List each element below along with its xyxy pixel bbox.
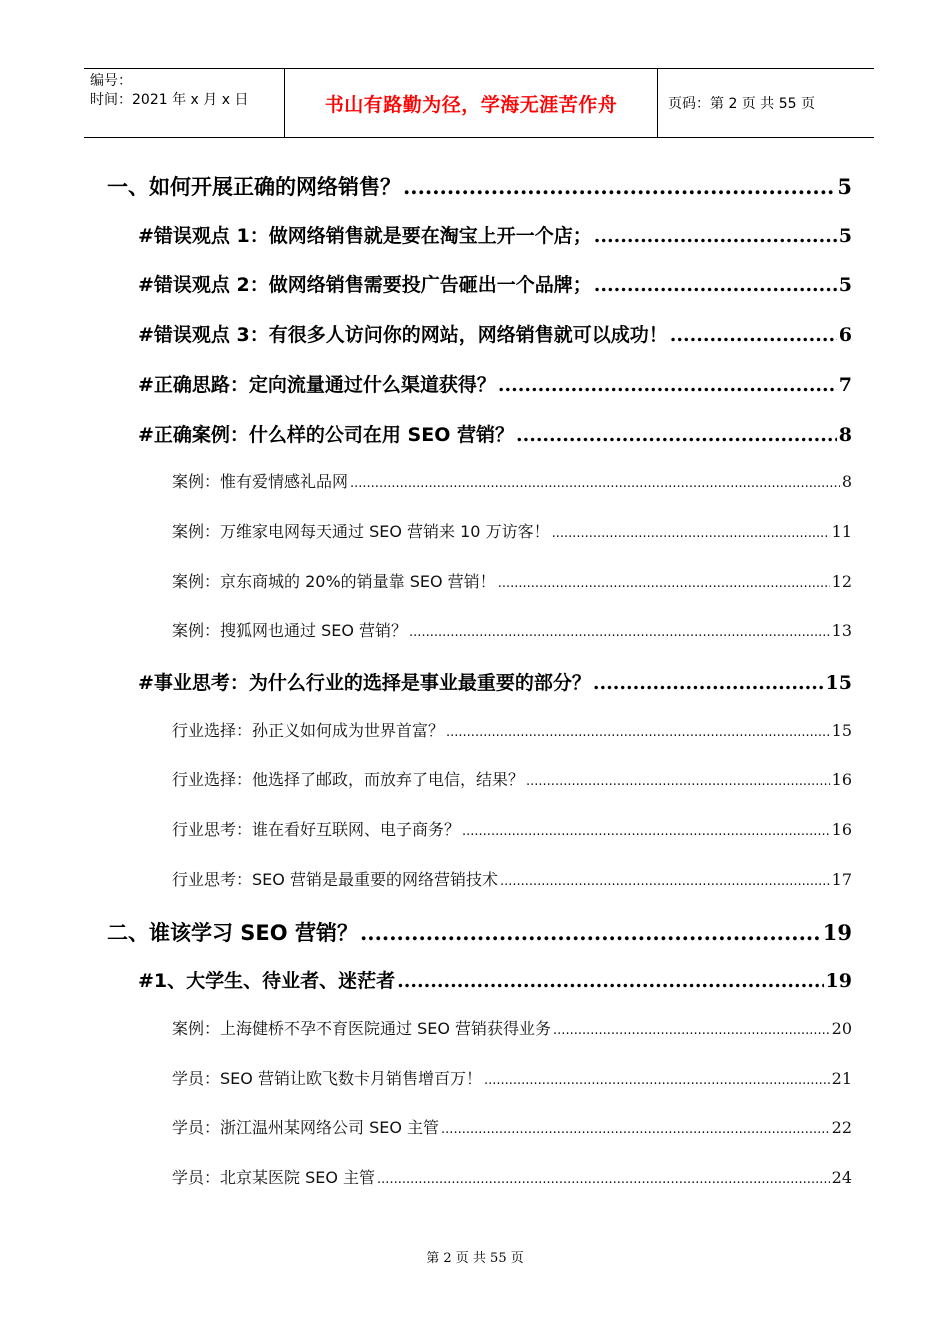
toc-entry-page-number: 19 — [822, 919, 852, 945]
toc-leader-dots — [350, 476, 840, 491]
toc-entry[interactable] — [138, 221, 852, 248]
toc-entry[interactable] — [172, 569, 852, 592]
toc-entry[interactable] — [172, 767, 852, 790]
toc-entry[interactable] — [172, 1115, 852, 1138]
toc-entry-page-number: 15 — [825, 672, 852, 694]
toc-entry[interactable] — [172, 1165, 852, 1188]
header-page-info: 页码：第 2 页 共 55 页 — [668, 96, 815, 112]
toc-entry-page-number: 12 — [831, 571, 852, 591]
toc-entry-title: #错误观点 1：做网络销售就是要在淘宝上开一个店； — [138, 224, 592, 247]
toc-entry-title: #错误观点 2：做网络销售需要投广告砸出一个品牌； — [138, 274, 592, 297]
toc-entry-page-number: 16 — [831, 770, 852, 790]
page-footer: 第 2 页 共 55 页 — [426, 1251, 524, 1266]
toc-entry-title: 案例：惟有爱情感礼品网 — [172, 472, 349, 492]
document-header — [84, 68, 874, 138]
toc-entry[interactable] — [138, 966, 852, 993]
toc-entry-title: #事业思考：为什么行业的选择是事业最重要的部分？ — [138, 672, 591, 694]
toc-entry-title: #正确思路：定向流量通过什么渠道获得？ — [138, 373, 496, 396]
toc-entry-title: #正确案例：什么样的公司在用 SEO 营销？ — [138, 423, 514, 446]
toc-entry-page-number: 21 — [831, 1068, 852, 1088]
toc-entry[interactable] — [172, 618, 852, 641]
toc-entry-title: 学员：北京某医院 SEO 主管 — [172, 1168, 376, 1187]
toc-entry-page-number: 16 — [831, 820, 852, 840]
toc-entry-title: 学员：SEO 营销让欧飞数卡月销售增百万！ — [172, 1068, 482, 1088]
toc-entry-title: 行业选择：孙正义如何成为世界首富？ — [172, 720, 445, 740]
toc-entry-title: 二、谁该学习 SEO 营销？ — [107, 920, 358, 945]
toc-leader-dots — [484, 1073, 830, 1088]
toc-leader-dots — [670, 324, 837, 346]
toc-entry[interactable] — [172, 867, 852, 890]
toc-leader-dots — [462, 824, 830, 839]
toc-leader-dots — [360, 920, 821, 945]
toc-entry[interactable] — [172, 469, 852, 492]
toc-leader-dots — [397, 970, 823, 992]
document-number-label: 编号： — [90, 73, 132, 89]
toc-leader-dots — [498, 576, 830, 591]
toc-entry-page-number: 7 — [838, 373, 852, 396]
toc-entry-page-number: 17 — [831, 869, 852, 889]
toc-entry-page-number: 11 — [831, 521, 852, 541]
toc-entry[interactable] — [107, 171, 852, 201]
toc-entry-title: 行业思考：SEO 营销是最重要的网络营销技术 — [172, 869, 498, 889]
toc-entry-page-number: 24 — [831, 1168, 852, 1187]
toc-entry-page-number: 19 — [825, 970, 852, 993]
toc-leader-dots — [594, 225, 837, 247]
toc-entry-title: 行业思考：谁在看好互联网、电子商务？ — [172, 820, 461, 840]
toc-leader-dots — [441, 1122, 830, 1137]
toc-entry-title: 学员：浙江温州某网络公司 SEO 主管 — [172, 1118, 440, 1138]
toc-entry[interactable] — [172, 1066, 852, 1089]
toc-leader-dots — [446, 725, 830, 740]
toc-leader-dots — [500, 874, 830, 889]
toc-leader-dots — [409, 625, 830, 640]
toc-entry-title: 案例：京东商城的 20%的销量靠 SEO 营销！ — [172, 571, 496, 591]
toc-entry-page-number: 20 — [831, 1018, 852, 1038]
toc-entry[interactable] — [138, 370, 852, 397]
toc-entry-title: 一、如何开展正确的网络销售？ — [107, 175, 401, 199]
toc-entry-title: 案例：上海健桥不孕不育医院通过 SEO 营销获得业务 — [172, 1018, 552, 1038]
toc-entry-title: 案例：万维家电网每天通过 SEO 营销来 10 万访客！ — [172, 521, 550, 541]
toc-leader-dots — [593, 672, 824, 694]
toc-leader-dots — [403, 174, 835, 199]
toc-entry-page-number: 13 — [831, 621, 852, 641]
toc-entry-page-number: 15 — [831, 720, 852, 740]
toc-leader-dots — [498, 374, 837, 396]
header-motto: 书山有路勤为径，学海无涯苦作舟 — [285, 69, 658, 137]
toc-entry[interactable] — [138, 270, 852, 297]
toc-entry-page-number: 5 — [838, 274, 852, 297]
toc-entry[interactable] — [138, 668, 852, 695]
toc-leader-dots — [377, 1172, 830, 1187]
toc-entry[interactable] — [138, 320, 852, 347]
toc-entry-page-number: 5 — [837, 174, 852, 199]
header-meta — [84, 69, 285, 137]
toc-entry[interactable] — [172, 718, 852, 741]
toc-entry-page-number: 5 — [838, 224, 852, 247]
toc-entry-page-number: 22 — [831, 1118, 852, 1138]
toc-leader-dots — [594, 274, 837, 296]
toc-entry-page-number: 8 — [838, 423, 852, 446]
toc-entry-title: #1、大学生、待业者、迷茫者 — [138, 970, 396, 993]
toc-entry[interactable] — [172, 1016, 852, 1039]
toc-leader-dots — [516, 424, 837, 446]
toc-entry-page-number: 6 — [838, 324, 852, 347]
toc-leader-dots — [526, 774, 830, 789]
toc-entry[interactable] — [172, 519, 852, 542]
toc-entry[interactable] — [172, 817, 852, 840]
toc-leader-dots — [552, 526, 830, 541]
toc-leader-dots — [553, 1023, 830, 1038]
toc-entry-title: 案例：搜狐网也通过 SEO 营销？ — [172, 621, 408, 641]
toc-entry-title: #错误观点 3：有很多人访问你的网站，网络销售就可以成功！ — [138, 324, 668, 347]
toc-entry-page-number: 8 — [841, 472, 852, 492]
toc-entry-title: 行业选择：他选择了邮政，而放弃了电信，结果？ — [172, 770, 525, 790]
toc-entry[interactable] — [138, 420, 852, 447]
document-time-label: 时间：2021 年 x 月 x 日 — [90, 92, 249, 108]
toc-entry[interactable] — [107, 917, 852, 947]
